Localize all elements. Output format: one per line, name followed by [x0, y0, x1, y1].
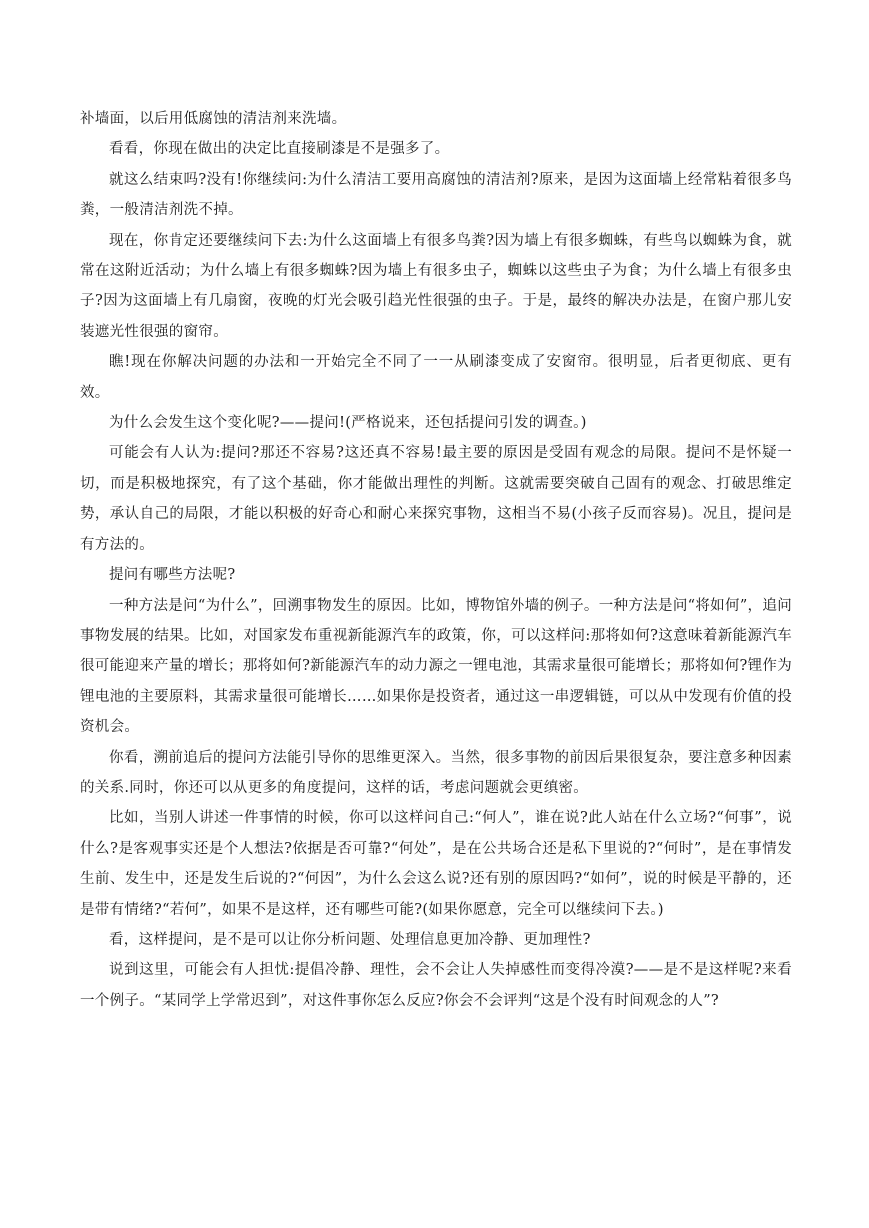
paragraph: 为什么会发生这个变化呢?——提问!(严格说来，还包括提问引发的调查。)	[109, 415, 587, 432]
document-body	[80, 104, 792, 1016]
paragraph: 比如，当别人讲述一件事情的时候，你可以这样问自己:“何人”，谁在说?此人站在什么立场?“何事”，说什么?是客观事实还是个人想法?依据是否可靠?“何处”，是在公共场合还是私下里说的?“何时”，是在事情发生前、发生中，还是发生后说的?“何因”，为什么会这么说?还有别的原因吗?“如何”，说的时候是平静的，还是带有情绪?“若何”，如果不是这样，还有哪些可能?(如果你愿意，完全可以继续问下去。)	[80, 810, 792, 918]
paragraph: 说到这里，可能会有人担忧:提倡冷静、理性，会不会让人失掉感性而变得冷漠?——是不是这样呢?来看一个例子。“某同学上学常迟到”，对这件事你怎么反应?你会不会评判“这是个没有时间观念的人”?	[80, 962, 792, 1009]
paragraph: 补墙面，以后用低腐蚀的清洁剂来洗墙。	[80, 111, 347, 127]
paragraph: 就这么结束吗?没有!你继续问:为什么清洁工要用高腐蚀的清洁剂?原来，是因为这面墙上经常粘着很多鸟粪，一般清洁剂洗不掉。	[80, 171, 792, 219]
paragraph: 现在，你肯定还要继续问下去:为什么这面墙上有很多鸟粪?因为墙上有很多蜘蛛，有些鸟以蜘蛛为食，就常在这附近活动；为什么墙上有很多蜘蛛?因为墙上有很多虫子，蜘蛛以这些虫子为食；为什么墙上有很多虫子?因为这面墙上有几扇窗，夜晚的灯光会吸引趋光性很强的虫子。于是，最终的解决办法是，在窗户那儿安装遮光性很强的窗帘。	[80, 232, 792, 340]
paragraph: 瞧!现在你解决问题的办法和一开始完全不同了一一从刷漆变成了安窗帘。很明显，后者更彻底、更有效。	[80, 354, 792, 401]
paragraph: 看看，你现在做出的决定比直接刷漆是不是强多了。	[109, 141, 450, 158]
paragraph: 提问有哪些方法呢?	[109, 567, 236, 584]
paragraph: 一种方法是问“为什么”，回溯事物发生的原因。比如，博物馆外墙的例子。一种方法是问“将如何”，追问事物发展的结果。比如，对国家发布重视新能源汽车的政策，你，可以这样问:那将如何?这意味着新能源汽车很可能迎来产量的增长；那将如何?新能源汽车的动力源之一锂电池，其需求量很可能增长；那将如何?锂作为锂电池的主要原料，其需求量很可能增长……如果你是投资者，通过这一串逻辑链，可以从中发现有价值的投资机会。	[80, 597, 792, 736]
paragraph: 可能会有人认为:提问?那还不容易?这还真不容易!最主要的原因是受固有观念的局限。提问不是怀疑一切，而是积极地探究，有了这个基础，你才能做出理性的判断。这就需要突破自己固有的观念、打破思维定势，承认自己的局限，才能以积极的好奇心和耐心来探究事物，这相当不易(小孩子反而容易)。况且，提问是有方法的。	[80, 445, 792, 553]
paragraph: 看，这样提问，是不是可以让你分析问题、处理信息更加冷静、更加理性?	[109, 931, 591, 948]
paragraph: 你看，溯前追后的提问方法能引导你的思维更深入。当然，很多事物的前因后果很复杂，要注意多种因素的关系.同时，你还可以从更多的角度提问，这样的话，考虑问题就会更缜密。	[80, 749, 792, 796]
